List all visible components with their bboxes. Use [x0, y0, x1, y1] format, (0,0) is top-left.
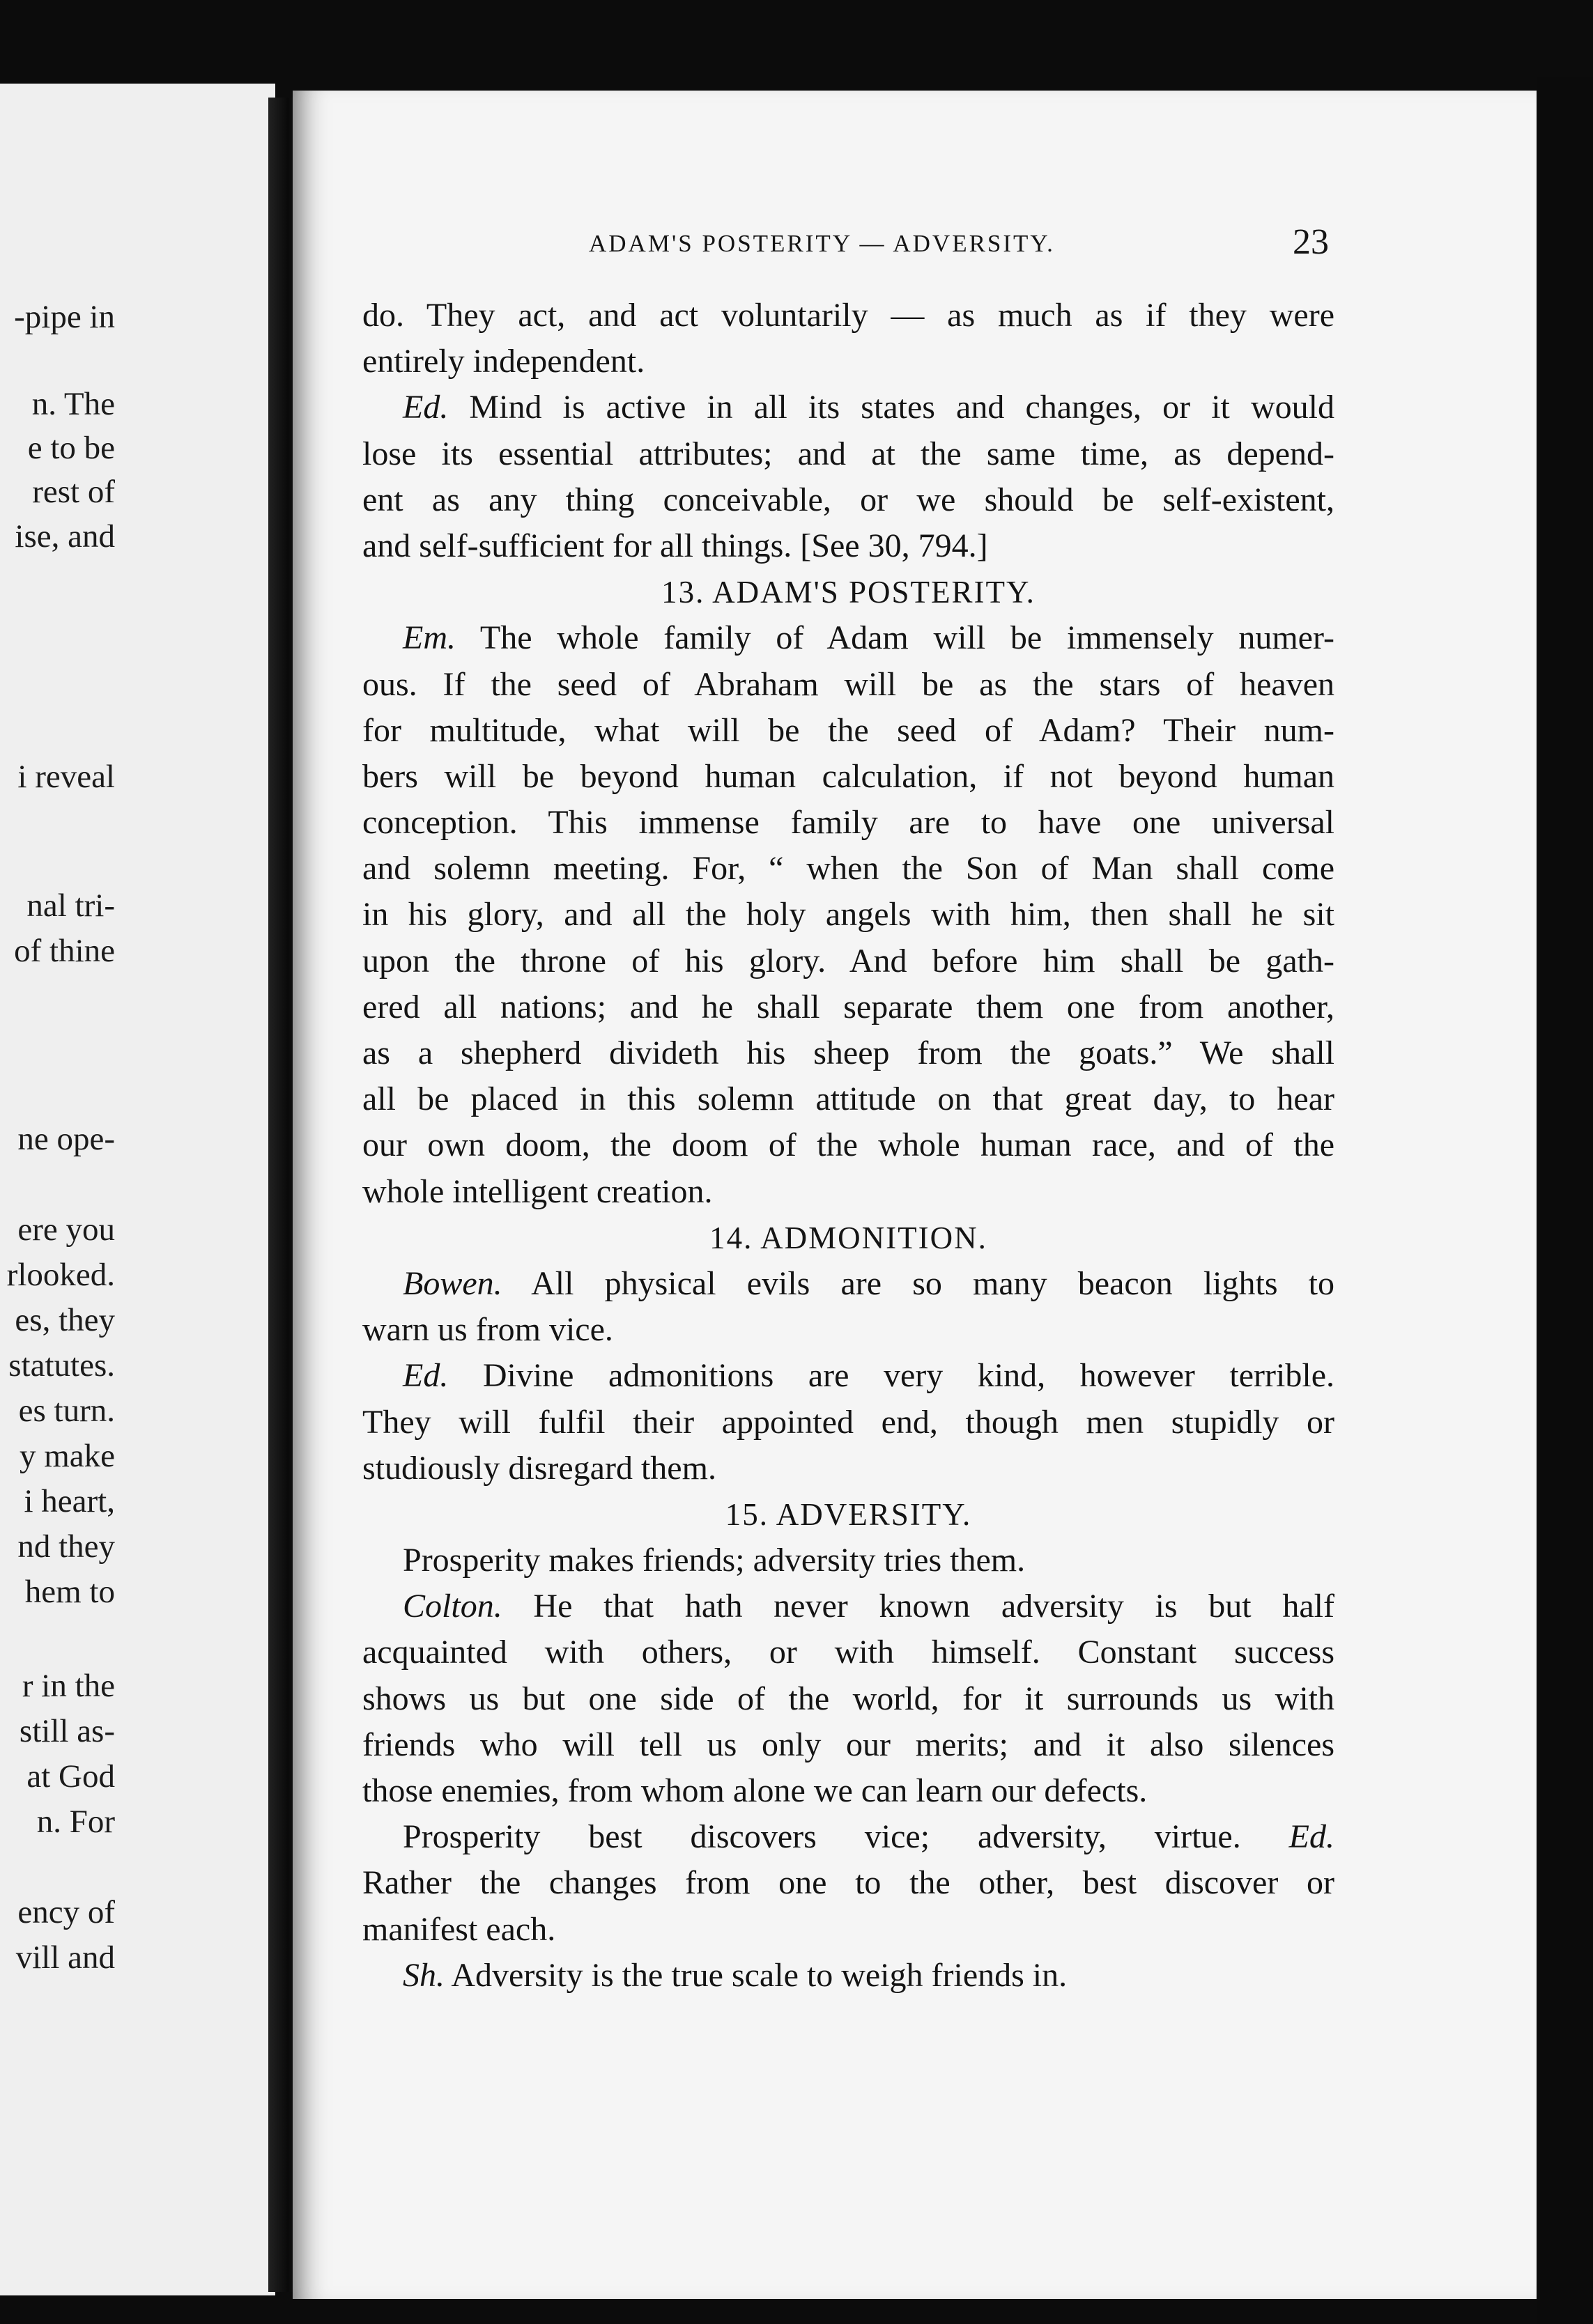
text-line [362, 1307, 1334, 1353]
line-text: The whole family of Adam will be immensely numer- [455, 619, 1334, 657]
left-page-text-fragment: es turn. [18, 1393, 115, 1429]
text-line [362, 431, 1334, 477]
text-line [362, 615, 1334, 661]
speaker-label: Bowen. [403, 1264, 502, 1302]
left-page-text-fragment: -pipe in [14, 299, 115, 335]
body-text [362, 293, 1334, 1999]
line-text: ent as any thing conceivable, or we should be self-existent, [362, 481, 1334, 518]
text-line [362, 385, 1334, 431]
line-text: studiously disregard them. [362, 1449, 716, 1487]
left-page-text-fragment: i reveal [17, 759, 115, 795]
section-heading: 13. ADAM'S POSTERITY. [661, 575, 1036, 610]
line-text: do. They act, and act voluntarily — as much as if they were [362, 297, 1334, 334]
text-line [362, 1400, 1334, 1446]
text-line [362, 523, 1334, 569]
text-line [362, 1722, 1334, 1768]
left-page-text-fragment: nal tri- [26, 888, 115, 924]
line-text: and self-sufficient for all things. [See 30, 794.] [362, 527, 988, 564]
line-text: in his glory, and all the holy angels with him, then shall he sit [362, 896, 1334, 934]
speaker-label: Colton. [403, 1588, 502, 1625]
text-line [362, 1076, 1334, 1122]
text-line [362, 1676, 1334, 1722]
section-heading: 14. ADMONITION. [709, 1220, 987, 1255]
left-page-fragment [0, 84, 275, 2295]
page-number: 23 [1293, 222, 1329, 262]
left-page-text-fragment: rlooked. [6, 1257, 115, 1293]
text-line [362, 662, 1334, 708]
text-line [362, 708, 1334, 754]
speaker-label: Ed. [403, 1357, 449, 1395]
text-line [362, 1907, 1334, 1953]
line-text: Adversity is the true scale to weigh friends in. [445, 1956, 1068, 1994]
left-page-text-fragment: ency of [17, 1894, 115, 1930]
line-text: They will fulfil their appointed end, though men stupidly or [362, 1403, 1334, 1441]
left-page-text-fragment: y make [19, 1438, 115, 1474]
line-text: manifest each. [362, 1910, 556, 1948]
text-line [362, 1629, 1334, 1675]
left-page-text-fragment: still as- [19, 1713, 115, 1749]
text-line [362, 984, 1334, 1030]
left-page-text-fragment: n. The [31, 386, 115, 422]
line-text: friends who will tell us only our merits; and it also silences [362, 1726, 1334, 1763]
line-text: as a shepherd divideth his sheep from the goats.” We shall [362, 1035, 1334, 1071]
scan-edge [1537, 77, 1593, 2324]
left-page-text-fragment: ise, and [15, 518, 115, 555]
left-page-text-fragment: of thine [14, 933, 115, 969]
left-page-text-fragment: at God [26, 1758, 115, 1795]
text-line [362, 1583, 1334, 1629]
text-line [362, 800, 1334, 846]
text-line [362, 1030, 1334, 1076]
left-page-text-fragment: es, they [15, 1302, 115, 1338]
text-line [362, 892, 1334, 938]
speaker-label: Ed. [403, 389, 449, 426]
speaker-label: Em. [403, 619, 456, 657]
text-line [362, 754, 1334, 800]
line-text: our own doom, the doom of the whole human race, and of the [362, 1126, 1334, 1164]
running-head: ADAM'S POSTERITY — ADVERSITY. [589, 230, 1055, 257]
line-text: lose its essential attributes; and at the same time, as depend- [362, 435, 1334, 472]
line-text: He that hath never known adversity is but half [502, 1588, 1334, 1625]
line-text: entirely independent. [362, 343, 645, 380]
line-text: upon the throne of his glory. And before him shall be gath- [362, 942, 1334, 979]
text-line [362, 1814, 1334, 1860]
text-line [362, 1860, 1334, 1906]
line-text: and solemn meeting. For, “ when the Son of Man shall come [362, 850, 1334, 888]
line-text: whole intelligent creation. [362, 1172, 713, 1210]
line-text: Rather the changes from one to the other, best discover or [362, 1864, 1334, 1902]
line-text: Mind is active in all its states and changes, or it would [448, 389, 1334, 426]
left-page-text-fragment: ere you [17, 1211, 115, 1248]
left-page-text-fragment: statutes. [8, 1347, 115, 1384]
text-line [362, 1953, 1334, 1999]
text-line [362, 477, 1334, 523]
line-text: All physical evils are so many beacon lights to [502, 1264, 1334, 1302]
text-line [362, 339, 1334, 385]
line-text: shows us but one side of the world, for it surrounds us with [362, 1680, 1334, 1717]
speaker-label: Ed. [1288, 1818, 1334, 1856]
line-text: warn us from vice. [362, 1311, 613, 1349]
left-page-text-fragment: hem to [24, 1574, 115, 1610]
section-heading: 15. ADVERSITY. [725, 1496, 972, 1532]
line-text: bers will be beyond human calculation, if not beyond human [362, 757, 1334, 795]
text-line [362, 1261, 1334, 1307]
line-text: all be placed in this solemn attitude on that great day, to hear [362, 1080, 1334, 1118]
left-page-text-fragment: n. For [36, 1804, 115, 1840]
speaker-label: Sh. [403, 1956, 445, 1994]
text-line [362, 1122, 1334, 1168]
text-line [362, 1169, 1334, 1215]
left-page-text-fragment: nd they [17, 1528, 115, 1565]
line-text: Prosperity best discovers vice; adversity, virtue. [403, 1818, 1289, 1856]
line-text: acquainted with others, or with himself. Constant success [362, 1634, 1334, 1671]
line-text: those enemies, from whom alone we can learn our defects. [362, 1772, 1148, 1809]
line-text: conception. This immense family are to have one universal [362, 804, 1334, 842]
left-page-text-fragment: ne ope- [17, 1121, 115, 1157]
text-line [362, 1768, 1334, 1814]
text-line [362, 938, 1334, 984]
text-line [362, 1446, 1334, 1492]
left-page-text-fragment: vill and [15, 1939, 115, 1976]
left-page-text-fragment: rest of [32, 474, 115, 510]
text-line [362, 846, 1334, 892]
line-text: ous. If the seed of Abraham will be as the stars of heaven [362, 665, 1334, 703]
text-line [362, 1537, 1334, 1583]
left-page-text-fragment: r in the [22, 1668, 115, 1704]
left-page-text-fragment: e to be [27, 430, 115, 466]
line-text: Prosperity makes friends; adversity tries them. [403, 1542, 1026, 1579]
line-text: Divine admonitions are very kind, however terrible. [448, 1357, 1334, 1395]
text-line [362, 293, 1334, 339]
left-page-text-fragment: i heart, [24, 1483, 115, 1519]
line-text: for multitude, what will be the seed of Adam? Their num- [362, 711, 1334, 749]
line-text: ered all nations; and he shall separate them one from another, [362, 988, 1334, 1025]
text-line [362, 1353, 1334, 1399]
